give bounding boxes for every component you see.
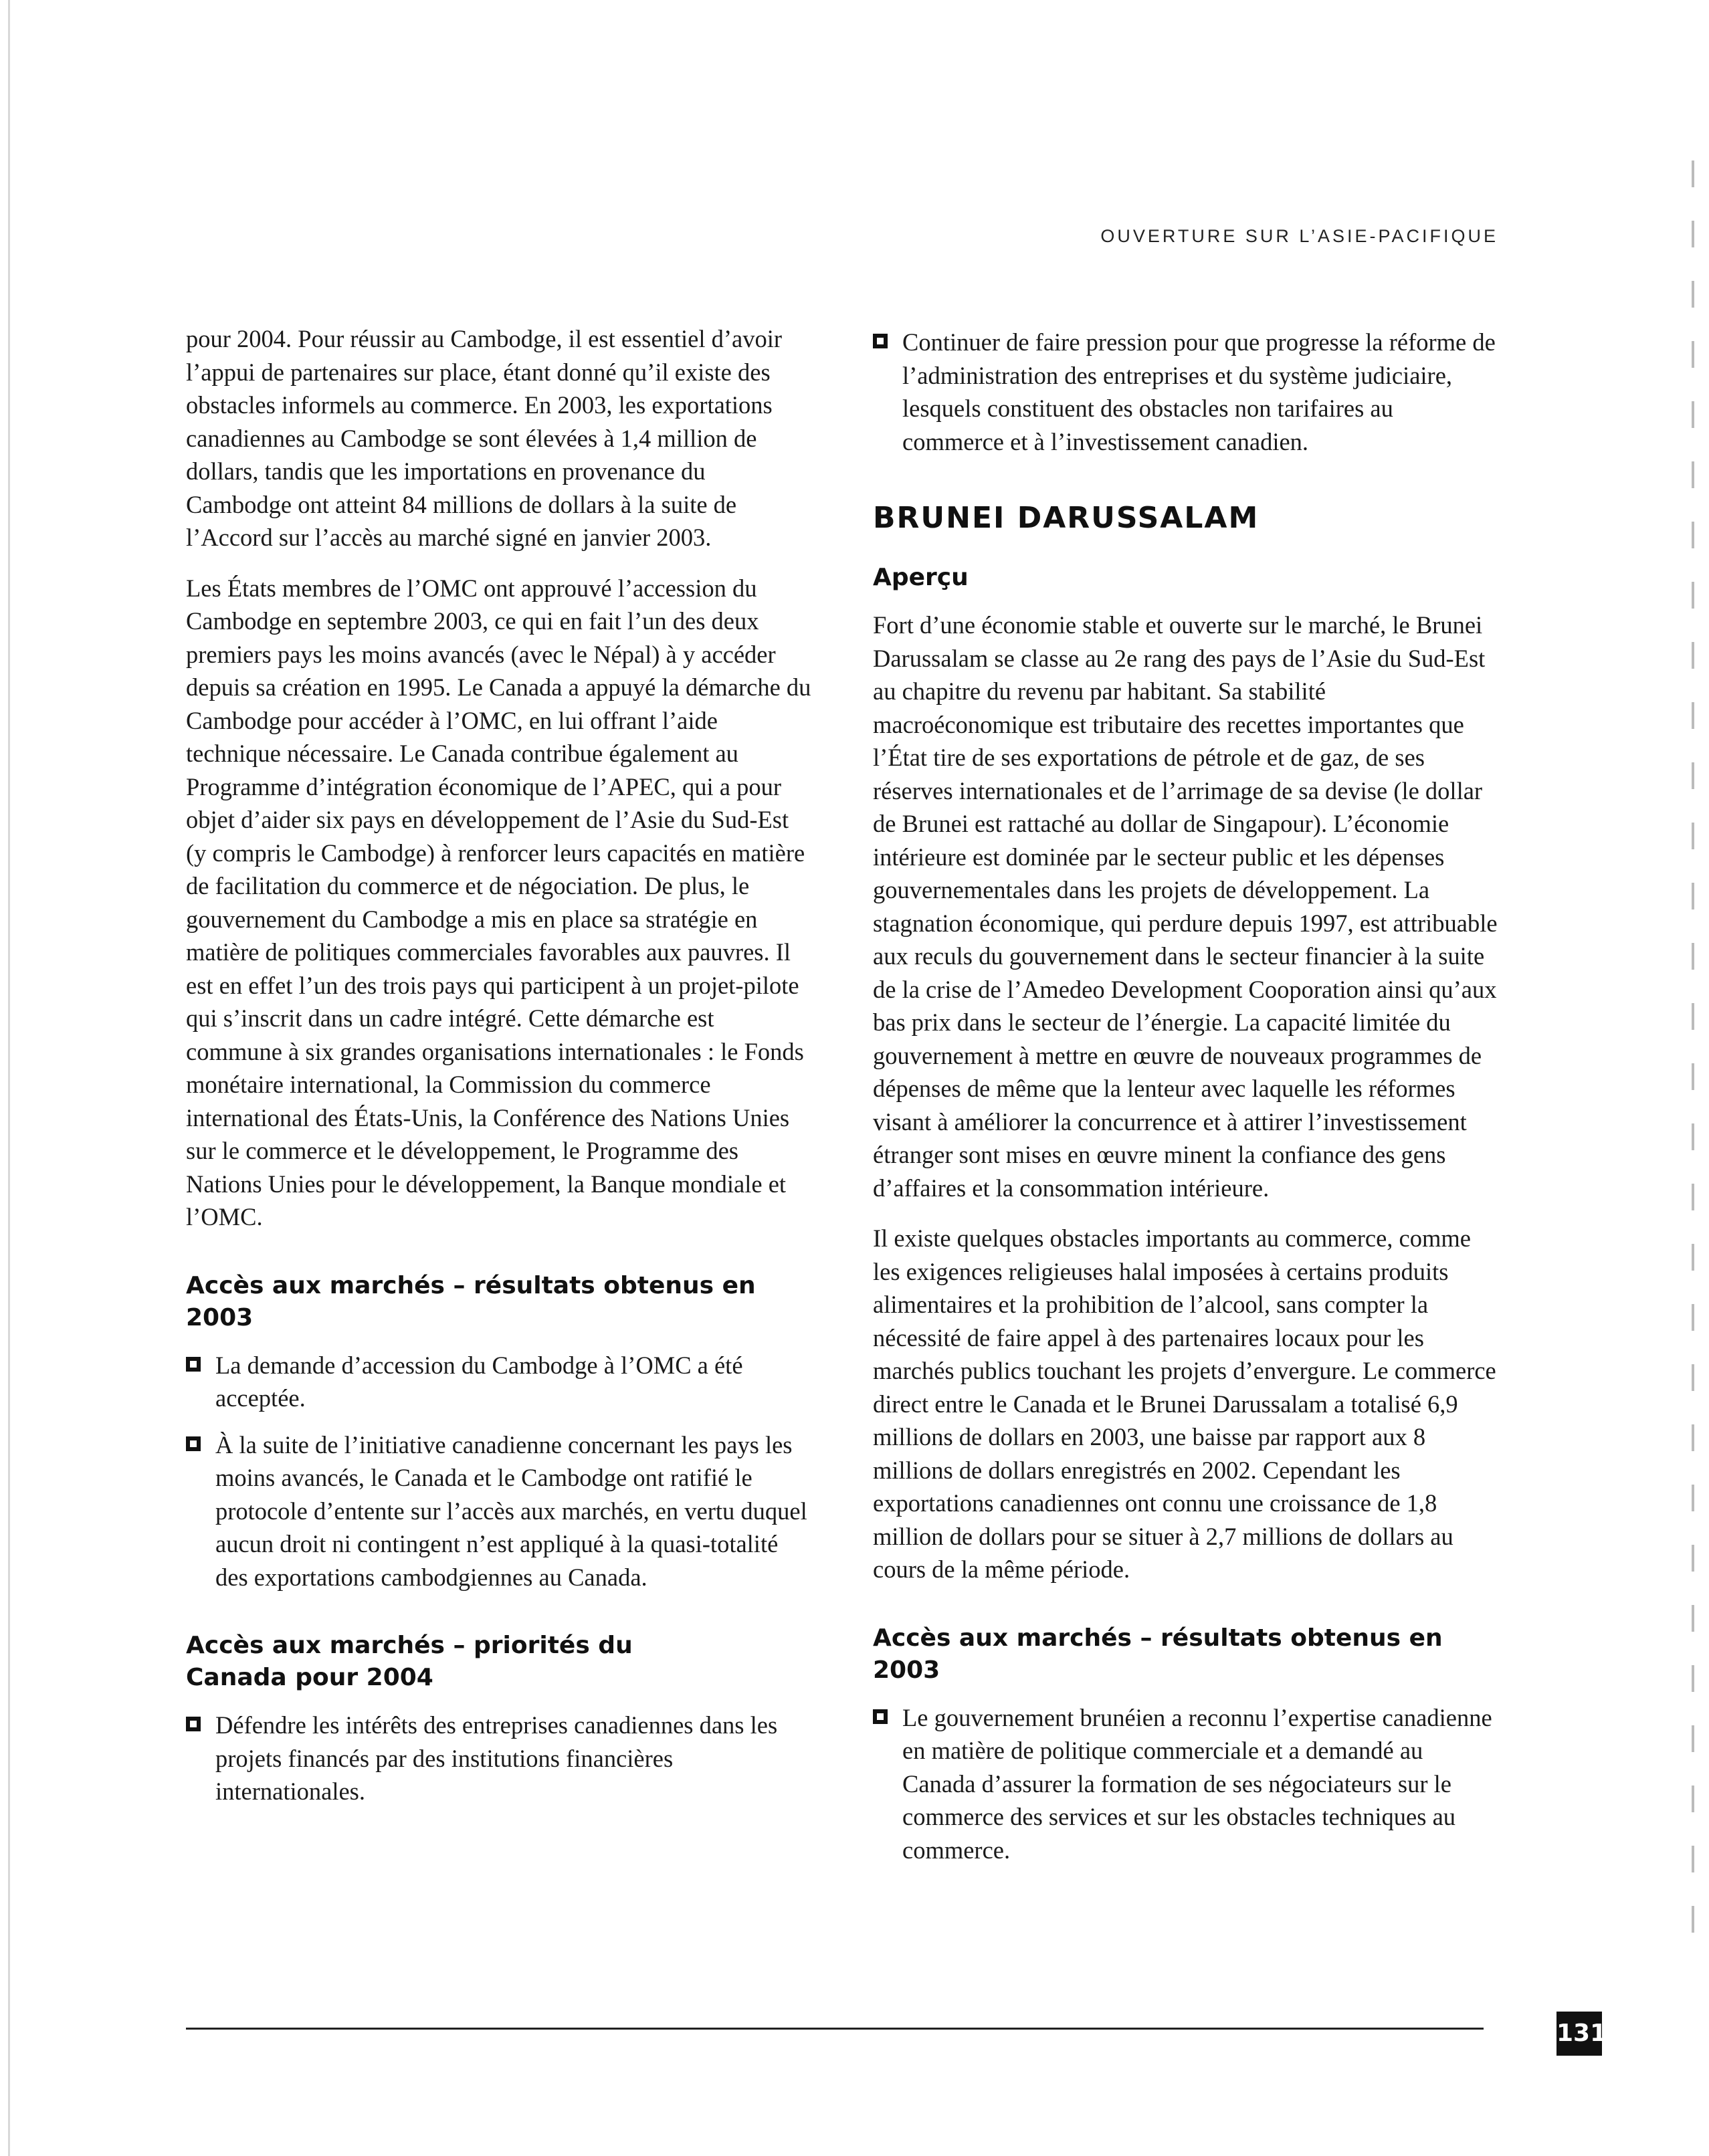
square-bullet-icon: [186, 1717, 201, 1731]
page-number: 131: [1556, 2012, 1602, 2056]
scan-edge-right: [1692, 160, 1694, 1966]
list-item-text: Défendre les intérêts des entreprises canadiennes dans les projets financés par des institutions financières internationales.: [215, 1711, 778, 1805]
priorities-list-cambodia: [186, 1709, 811, 1808]
list-item: [186, 1709, 811, 1808]
priorities-list-cambodia-continued: [873, 326, 1498, 458]
left-column: [186, 322, 811, 1822]
subheading-results-brunei: Accès aux marchés – résultats obtenus en 2003: [873, 1624, 1443, 1684]
list-item: [186, 1428, 811, 1594]
subheading-priorities-cambodia: Accès aux marchés – priorités du Canada pour 2004: [186, 1632, 633, 1691]
square-bullet-icon: [873, 334, 888, 348]
list-item-text: La demande d’accession du Cambodge à l’OMC a été acceptée.: [215, 1351, 743, 1412]
subheading-results-cambodia: Accès aux marchés – résultats obtenus en 2003: [186, 1271, 756, 1331]
paragraph: Il existe quelques obstacles importants au commerce, comme les exigences religieuses halal imposées à certains produits alimentaires et la prohibition de l’alcool, sans compter la nécessité de faire appel à des partenaires locaux pour les marchés publics touchant les projets d’envergure. Le commerce direct entre le Canada et le Brunei Darussalam a totalisé 6,9 millions de dollars en 2003, une baisse par rapport aux 8 millions de dollars enregistrés en 2002. Cependant les exportations canadiennes ont connu une croissance de 1,8 million de dollars pour se situer à 2,7 millions de dollars au cours de la même période.: [873, 1224, 1496, 1583]
list-item-text: À la suite de l’initiative canadienne concernant les pays les moins avancés, le Canada et le Cambodge ont ratifié le protocole d’entente sur l’accès aux marchés, en vertu duquel aucun droit ni contingent n’est appliqué à la quasi-totalité des exportations cambodgiennes au Canada.: [215, 1430, 807, 1591]
paragraph: Fort d’une économie stable et ouverte sur le marché, le Brunei Darussalam se classe au 2e rang des pays de l’Asie du Sud-Est au chapitre du revenu par habitant. Sa stabilité macroéconomique est tributaire des recettes importantes que l’État tire de ses exportations de pétrole et de gaz, de ses réserves internationales et de l’arrimage de sa devise (le dollar de Brunei est rattaché au dollar de Singapour). L’économie intérieure est dominée par le secteur public et les dépenses gouvernementales dans les projets de développement. La stagnation économique, qui perdure depuis 1997, est attribuable aux reculs du gouvernement dans le secteur financier à la suite de la crise de l’Amedeo Development Cooporation ainsi qu’aux bas prix dans le secteur de l’énergie. La capacité limitée du gouvernement à mettre en œuvre de nouveaux programmes de dépenses de même que la lenteur avec laquelle les réformes visant à améliorer la concurrence et à attirer l’investissement étranger sont mises en œuvre minent la confiance des gens d’affaires et la consommation intérieure.: [873, 611, 1498, 1202]
square-bullet-icon: [873, 1709, 888, 1724]
paragraph: Les États membres de l’OMC ont approuvé l’accession du Cambodge en septembre 2003, ce qui en fait l’un des deux premiers pays les moins avancés (avec le Népal) à y accéder depuis sa création en 1995. Le Canada a appuyé la démarche du Cambodge pour accéder à l’OMC, en lui offrant l’aide technique nécessaire. Le Canada contribue également au Programme d’intégration économique de l’APEC, qui a pour objet d’aider six pays en développement de l’Asie du Sud-Est (y compris le Cambodge) à renforcer leurs capacités en matière de facilitation du commerce et de négociation. De plus, le gouvernement du Cambodge a mis en place sa stratégie en matière de politiques commerciales favorables aux pauvres. Il est en effet l’un des trois pays qui participent à un projet-pilote qui s’inscrit dans un cadre intégré. Cette démarche est commune à six grandes organisations internationales : le Fonds monétaire international, la Commission du commerce international des États-Unis, la Conférence des Nations Unies sur le commerce et le développement, le Programme des Nations Unies pour le développement, la Banque mondiale et l’OMC.: [186, 574, 811, 1230]
results-list-brunei: [873, 1701, 1498, 1867]
list-item-text: Le gouvernement brunéien a reconnu l’expertise canadienne en matière de politique commerciale et a demandé au Canada d’assurer la formation de ses négociateurs sur le commerce des services et sur les obstacles techniques au commerce.: [902, 1703, 1492, 1864]
right-column: [873, 326, 1498, 1880]
paragraph: pour 2004. Pour réussir au Cambodge, il est essentiel d’avoir l’appui de partenaires sur place, étant donné qu’il existe des obstacles informels au commerce. En 2003, les exportations canadiennes au Cambodge se sont élevées à 1,4 million de dollars, tandis que les importations en provenance du Cambodge ont atteint 84 millions de dollars à la suite de l’Accord sur l’accès au marché signé en janvier 2003.: [186, 325, 783, 551]
scan-edge-left: [8, 0, 10, 2156]
list-item: [873, 1701, 1498, 1867]
running-header: OUVERTURE SUR L’ASIE-PACIFIQUE: [1100, 226, 1498, 246]
list-item-text: Continuer de faire pression pour que progresse la réforme de l’administration des entreprises et du système judiciaire, lesquels constituent des obstacles non tarifaires au commerce et à l’investissement canadien.: [902, 328, 1496, 455]
list-item: [873, 326, 1498, 458]
square-bullet-icon: [186, 1357, 201, 1372]
subheading-overview: Aperçu: [873, 564, 969, 591]
results-list-cambodia: [186, 1349, 811, 1594]
list-item: [186, 1349, 811, 1415]
footer-rule: [186, 2028, 1484, 2030]
section-title-brunei: BRUNEI DARUSSALAM: [873, 501, 1260, 535]
square-bullet-icon: [186, 1436, 201, 1451]
